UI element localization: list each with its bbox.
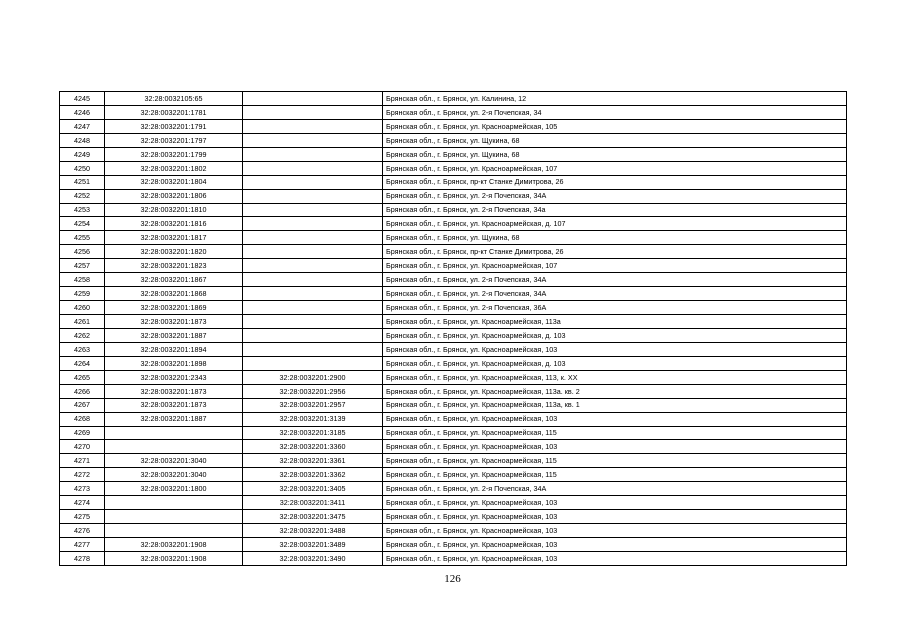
room-cadastral-number-cell bbox=[243, 175, 383, 189]
address-cell: Брянская обл., г. Брянск, ул. 2-я Почепская, 34А bbox=[383, 482, 847, 496]
address-cell: Брянская обл., г. Брянск, ул. Красноармейская, 103 bbox=[383, 524, 847, 538]
room-cadastral-number-cell bbox=[243, 105, 383, 119]
table-row bbox=[60, 551, 847, 565]
table-row bbox=[60, 287, 847, 301]
cadastral-number-cell: 32:28:0032201:1887 bbox=[105, 412, 243, 426]
room-cadastral-number-cell: 32:28:0032201:3185 bbox=[243, 426, 383, 440]
room-cadastral-number-cell: 32:28:0032201:3411 bbox=[243, 496, 383, 510]
cadastral-number-cell: 32:28:0032201:1781 bbox=[105, 105, 243, 119]
cadastral-number-cell bbox=[105, 510, 243, 524]
row-number-cell: 4246 bbox=[60, 105, 105, 119]
table-row bbox=[60, 231, 847, 245]
room-cadastral-number-cell bbox=[243, 133, 383, 147]
address-cell: Брянская обл., г. Брянск, ул. 2-я Почепская, 34А bbox=[383, 189, 847, 203]
room-cadastral-number-cell: 32:28:0032201:3139 bbox=[243, 412, 383, 426]
table-row bbox=[60, 217, 847, 231]
table-row bbox=[60, 105, 847, 119]
room-cadastral-number-cell bbox=[243, 203, 383, 217]
cadastral-number-cell: 32:28:0032201:1873 bbox=[105, 315, 243, 329]
cadastral-number-cell: 32:28:0032201:3040 bbox=[105, 454, 243, 468]
row-number-cell: 4255 bbox=[60, 231, 105, 245]
row-number-cell: 4274 bbox=[60, 496, 105, 510]
table-row bbox=[60, 161, 847, 175]
room-cadastral-number-cell bbox=[243, 217, 383, 231]
row-number-cell: 4268 bbox=[60, 412, 105, 426]
table-row bbox=[60, 189, 847, 203]
row-number-cell: 4266 bbox=[60, 384, 105, 398]
table-row bbox=[60, 384, 847, 398]
address-cell: Брянская обл., г. Брянск, ул. 2-я Почепская, 34а bbox=[383, 203, 847, 217]
address-cell: Брянская обл., г. Брянск, ул. Красноармейская, д. 107 bbox=[383, 217, 847, 231]
room-cadastral-number-cell bbox=[243, 245, 383, 259]
row-number-cell: 4264 bbox=[60, 356, 105, 370]
address-cell: Брянская обл., г. Брянск, ул. Красноармейская, 113, к. XX bbox=[383, 370, 847, 384]
table-row bbox=[60, 245, 847, 259]
room-cadastral-number-cell bbox=[243, 273, 383, 287]
cadastral-number-cell: 32:28:0032201:1820 bbox=[105, 245, 243, 259]
row-number-cell: 4254 bbox=[60, 217, 105, 231]
table-row bbox=[60, 538, 847, 552]
table-row bbox=[60, 328, 847, 342]
cadastral-number-cell: 32:28:0032201:1810 bbox=[105, 203, 243, 217]
table-row bbox=[60, 398, 847, 412]
row-number-cell: 4270 bbox=[60, 440, 105, 454]
room-cadastral-number-cell bbox=[243, 356, 383, 370]
row-number-cell: 4258 bbox=[60, 273, 105, 287]
cadastral-number-cell: 32:28:0032201:1898 bbox=[105, 356, 243, 370]
address-cell: Брянская обл., г. Брянск, ул. Калинина, 12 bbox=[383, 92, 847, 106]
cadastral-table bbox=[59, 91, 847, 566]
room-cadastral-number-cell bbox=[243, 147, 383, 161]
table-row bbox=[60, 524, 847, 538]
room-cadastral-number-cell: 32:28:0032201:2956 bbox=[243, 384, 383, 398]
cadastral-number-cell bbox=[105, 524, 243, 538]
address-cell: Брянская обл., г. Брянск, ул. 2-я Почепская, 34А bbox=[383, 287, 847, 301]
cadastral-number-cell: 32:28:0032105:65 bbox=[105, 92, 243, 106]
table-row bbox=[60, 412, 847, 426]
row-number-cell: 4247 bbox=[60, 119, 105, 133]
address-cell: Брянская обл., г. Брянск, ул. Красноармейская, 103 bbox=[383, 342, 847, 356]
row-number-cell: 4278 bbox=[60, 551, 105, 565]
cadastral-number-cell: 32:28:0032201:1816 bbox=[105, 217, 243, 231]
room-cadastral-number-cell bbox=[243, 92, 383, 106]
address-cell: Брянская обл., г. Брянск, ул. Красноармейская, 115 bbox=[383, 454, 847, 468]
cadastral-number-cell: 32:28:0032201:1894 bbox=[105, 342, 243, 356]
table-row bbox=[60, 315, 847, 329]
address-cell: Брянская обл., г. Брянск, ул. Красноармейская, 103 bbox=[383, 510, 847, 524]
room-cadastral-number-cell bbox=[243, 161, 383, 175]
row-number-cell: 4277 bbox=[60, 538, 105, 552]
table-row bbox=[60, 119, 847, 133]
room-cadastral-number-cell: 32:28:0032201:2900 bbox=[243, 370, 383, 384]
table-row bbox=[60, 468, 847, 482]
table-row bbox=[60, 92, 847, 106]
cadastral-number-cell: 32:28:0032201:1799 bbox=[105, 147, 243, 161]
address-cell: Брянская обл., г. Брянск, пр-кт Станке Димитрова, 26 bbox=[383, 245, 847, 259]
table-row bbox=[60, 147, 847, 161]
row-number-cell: 4271 bbox=[60, 454, 105, 468]
page-number: 126 bbox=[444, 573, 461, 585]
cadastral-number-cell: 32:28:0032201:1806 bbox=[105, 189, 243, 203]
table-row bbox=[60, 203, 847, 217]
address-cell: Брянская обл., г. Брянск, ул. Щукина, 68 bbox=[383, 133, 847, 147]
row-number-cell: 4269 bbox=[60, 426, 105, 440]
address-cell: Брянская обл., г. Брянск, ул. Красноармейская, 107 bbox=[383, 161, 847, 175]
row-number-cell: 4265 bbox=[60, 370, 105, 384]
address-cell: Брянская обл., г. Брянск, пр-кт Станке Димитрова, 26 bbox=[383, 175, 847, 189]
address-cell: Брянская обл., г. Брянск, ул. Красноармейская, 113а, кв. 1 bbox=[383, 398, 847, 412]
address-cell: Брянская обл., г. Брянск, ул. Красноармейская, 107 bbox=[383, 259, 847, 273]
row-number-cell: 4262 bbox=[60, 328, 105, 342]
row-number-cell: 4267 bbox=[60, 398, 105, 412]
table-row bbox=[60, 301, 847, 315]
cadastral-number-cell: 32:28:0032201:1908 bbox=[105, 551, 243, 565]
address-cell: Брянская обл., г. Брянск, ул. Красноармейская, 103 bbox=[383, 538, 847, 552]
cadastral-number-cell: 32:28:0032201:2343 bbox=[105, 370, 243, 384]
cadastral-number-cell bbox=[105, 496, 243, 510]
room-cadastral-number-cell bbox=[243, 301, 383, 315]
address-cell: Брянская обл., г. Брянск, ул. Красноармейская, 113а. кв. 2 bbox=[383, 384, 847, 398]
row-number-cell: 4245 bbox=[60, 92, 105, 106]
cadastral-number-cell: 32:28:0032201:1873 bbox=[105, 384, 243, 398]
room-cadastral-number-cell: 32:28:0032201:2957 bbox=[243, 398, 383, 412]
address-cell: Брянская обл., г. Брянск, ул. 2-я Почепская, 36А bbox=[383, 301, 847, 315]
row-number-cell: 4257 bbox=[60, 259, 105, 273]
address-cell: Брянская обл., г. Брянск, ул. Красноармейская, 103 bbox=[383, 440, 847, 454]
address-cell: Брянская обл., г. Брянск, ул. Красноармейская, 115 bbox=[383, 468, 847, 482]
cadastral-number-cell: 32:28:0032201:1817 bbox=[105, 231, 243, 245]
address-cell: Брянская обл., г. Брянск, ул. 2-я Почепская, 34 bbox=[383, 105, 847, 119]
address-cell: Брянская обл., г. Брянск, ул. Красноармейская, д. 103 bbox=[383, 356, 847, 370]
row-number-cell: 4275 bbox=[60, 510, 105, 524]
row-number-cell: 4249 bbox=[60, 147, 105, 161]
cadastral-number-cell: 32:28:0032201:1797 bbox=[105, 133, 243, 147]
room-cadastral-number-cell: 32:28:0032201:3361 bbox=[243, 454, 383, 468]
row-number-cell: 4248 bbox=[60, 133, 105, 147]
room-cadastral-number-cell: 32:28:0032201:3490 bbox=[243, 551, 383, 565]
table-row bbox=[60, 175, 847, 189]
table-row bbox=[60, 426, 847, 440]
row-number-cell: 4256 bbox=[60, 245, 105, 259]
table-row bbox=[60, 440, 847, 454]
room-cadastral-number-cell bbox=[243, 315, 383, 329]
address-cell: Брянская обл., г. Брянск, ул. Красноармейская, 105 bbox=[383, 119, 847, 133]
address-cell: Брянская обл., г. Брянск, ул. Щукина, 68 bbox=[383, 147, 847, 161]
room-cadastral-number-cell: 32:28:0032201:3362 bbox=[243, 468, 383, 482]
room-cadastral-number-cell bbox=[243, 259, 383, 273]
address-cell: Брянская обл., г. Брянск, ул. Красноармейская, 115 bbox=[383, 426, 847, 440]
row-number-cell: 4259 bbox=[60, 287, 105, 301]
room-cadastral-number-cell bbox=[243, 231, 383, 245]
room-cadastral-number-cell bbox=[243, 287, 383, 301]
row-number-cell: 4252 bbox=[60, 189, 105, 203]
row-number-cell: 4273 bbox=[60, 482, 105, 496]
table-row bbox=[60, 259, 847, 273]
row-number-cell: 4250 bbox=[60, 161, 105, 175]
cadastral-number-cell: 32:28:0032201:1823 bbox=[105, 259, 243, 273]
row-number-cell: 4251 bbox=[60, 175, 105, 189]
cadastral-number-cell bbox=[105, 440, 243, 454]
address-cell: Брянская обл., г. Брянск, ул. Красноармейская, 103 bbox=[383, 551, 847, 565]
row-number-cell: 4263 bbox=[60, 342, 105, 356]
cadastral-number-cell: 32:28:0032201:1867 bbox=[105, 273, 243, 287]
cadastral-number-cell: 32:28:0032201:1802 bbox=[105, 161, 243, 175]
address-cell: Брянская обл., г. Брянск, ул. 2-я Почепская, 34А bbox=[383, 273, 847, 287]
table-row bbox=[60, 454, 847, 468]
room-cadastral-number-cell: 32:28:0032201:3360 bbox=[243, 440, 383, 454]
table-row bbox=[60, 356, 847, 370]
room-cadastral-number-cell: 32:28:0032201:3489 bbox=[243, 538, 383, 552]
table-body bbox=[60, 92, 847, 566]
cadastral-number-cell: 32:28:0032201:1868 bbox=[105, 287, 243, 301]
room-cadastral-number-cell bbox=[243, 328, 383, 342]
table-row bbox=[60, 133, 847, 147]
cadastral-number-cell: 32:28:0032201:3040 bbox=[105, 468, 243, 482]
row-number-cell: 4260 bbox=[60, 301, 105, 315]
address-cell: Брянская обл., г. Брянск, ул. Красноармейская, д. 103 bbox=[383, 328, 847, 342]
address-cell: Брянская обл., г. Брянск, ул. Красноармейская, 103 bbox=[383, 496, 847, 510]
cadastral-number-cell: 32:28:0032201:1873 bbox=[105, 398, 243, 412]
room-cadastral-number-cell bbox=[243, 119, 383, 133]
table-row bbox=[60, 342, 847, 356]
cadastral-number-cell: 32:28:0032201:1908 bbox=[105, 538, 243, 552]
row-number-cell: 4253 bbox=[60, 203, 105, 217]
table-row bbox=[60, 370, 847, 384]
cadastral-number-cell: 32:28:0032201:1804 bbox=[105, 175, 243, 189]
cadastral-number-cell bbox=[105, 426, 243, 440]
room-cadastral-number-cell: 32:28:0032201:3405 bbox=[243, 482, 383, 496]
table-row bbox=[60, 496, 847, 510]
table-row bbox=[60, 273, 847, 287]
address-cell: Брянская обл., г. Брянск, ул. Щукина, 68 bbox=[383, 231, 847, 245]
row-number-cell: 4276 bbox=[60, 524, 105, 538]
address-cell: Брянская обл., г. Брянск, ул. Красноармейская, 113а bbox=[383, 315, 847, 329]
row-number-cell: 4261 bbox=[60, 315, 105, 329]
table-row bbox=[60, 482, 847, 496]
room-cadastral-number-cell bbox=[243, 189, 383, 203]
room-cadastral-number-cell: 32:28:0032201:3475 bbox=[243, 510, 383, 524]
address-cell: Брянская обл., г. Брянск, ул. Красноармейская, 103 bbox=[383, 412, 847, 426]
table-row bbox=[60, 510, 847, 524]
row-number-cell: 4272 bbox=[60, 468, 105, 482]
cadastral-number-cell: 32:28:0032201:1869 bbox=[105, 301, 243, 315]
cadastral-number-cell: 32:28:0032201:1791 bbox=[105, 119, 243, 133]
room-cadastral-number-cell: 32:28:0032201:3488 bbox=[243, 524, 383, 538]
cadastral-number-cell: 32:28:0032201:1800 bbox=[105, 482, 243, 496]
room-cadastral-number-cell bbox=[243, 342, 383, 356]
cadastral-number-cell: 32:28:0032201:1887 bbox=[105, 328, 243, 342]
